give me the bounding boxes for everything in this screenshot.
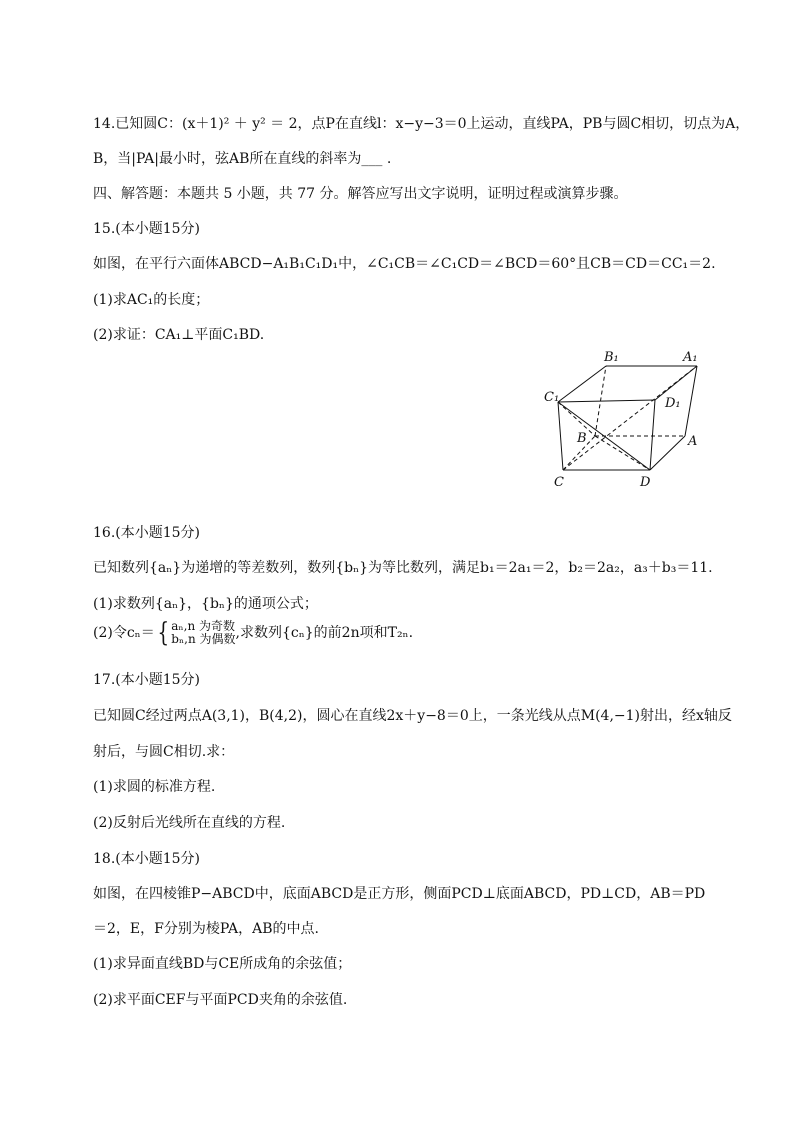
q16-header: 16.(本小题15分) (93, 525, 201, 541)
label-a1: A₁ (683, 350, 698, 365)
q16-part-2-prefix: (2)令cₙ＝ (93, 625, 155, 641)
q17-part-2: (2)反射后光线所在直线的方程. (93, 815, 286, 831)
diag-ca1 (563, 366, 697, 470)
q16-part-2-suffix: ,求数列{cₙ}的前2n项和T₂ₙ. (235, 625, 414, 641)
label-d: D (640, 475, 651, 490)
q17-header: 17.(本小题15分) (93, 672, 201, 688)
label-d1: D₁ (665, 396, 681, 411)
edge-c1d1 (558, 400, 655, 402)
q18-part-1: (1)求异面直线BD与CE所成角的余弦值； (93, 956, 352, 972)
label-b1: B₁ (604, 350, 619, 365)
q17-part-1: (1)求圆的标准方程. (93, 779, 216, 795)
q15-part-2: (2)求证：CA₁⊥平面C₁BD. (93, 327, 265, 343)
case-even: bₙ,n 为偶数 (171, 632, 236, 646)
edge-dd1 (650, 400, 655, 470)
piecewise-cases (171, 620, 235, 646)
edge-cc1 (558, 402, 563, 470)
label-a: A (688, 434, 698, 449)
q16-stem: 已知数列{aₙ}为递增的等差数列，数列{bₙ}为等比数列，满足b₁＝2a₁＝2，b₂＝2a₂，a₃＋b₃＝11. (93, 560, 713, 576)
q14-line-2: B，当|PA|最小时，弦AB所在直线的斜率为___ . (93, 151, 392, 167)
q15-stem: 如图，在平行六面体ABCD−A₁B₁C₁D₁中，∠C₁CB＝∠C₁CD＝∠BCD＝60°且CB＝CD＝CC₁＝2. (93, 256, 716, 272)
parallelepiped-figure (544, 348, 708, 490)
diag-bd (595, 436, 650, 470)
q17-stem-line-2: 射后，与圆C相切.求： (93, 744, 235, 760)
case-odd: aₙ,n 为奇数 (171, 619, 235, 633)
edge-da (650, 436, 685, 470)
label-b: B (577, 431, 587, 446)
piecewise-brace: { (157, 618, 169, 648)
edge-aa1 (685, 366, 697, 436)
label-c1: C₁ (544, 390, 560, 405)
edge-c1b1 (558, 366, 606, 402)
q18-part-2: (2)求平面CEF与平面PCD夹角的余弦值. (93, 992, 348, 1008)
label-c: C (554, 475, 564, 490)
q14-line-1: 14.已知圆C：(x＋1)² ＋ y² ＝ 2，点P在直线l：x−y−3＝0上运动，直线PA，PB与圆C相切，切点为A， (93, 116, 750, 132)
q18-stem-line-1: 如图，在四棱锥P−ABCD中，底面ABCD是正方形，侧面PCD⊥底面ABCD，PD⊥CD，AB＝PD (93, 886, 706, 902)
q16-part-1: (1)求数列{aₙ}，{bₙ}的通项公式； (93, 596, 318, 612)
q17-stem-line-1: 已知圆C经过两点A(3,1)，B(4,2)，圆心在直线2x＋y−8＝0上，一条光线从点M(4,−1)射出，经x轴反 (93, 708, 732, 724)
section-4-heading: 四、解答题：本题共 5 小题，共 77 分。解答应写出文字说明，证明过程或演算步骤。 (93, 186, 628, 202)
q18-stem-line-2: ＝2，E，F分别为棱PA，AB的中点. (93, 921, 319, 937)
q16-part-2 (93, 620, 413, 646)
q18-header: 18.(本小题15分) (93, 851, 201, 867)
q15-header: 15.(本小题15分) (93, 221, 201, 237)
q15-part-1: (1)求AC₁的长度； (93, 292, 210, 308)
